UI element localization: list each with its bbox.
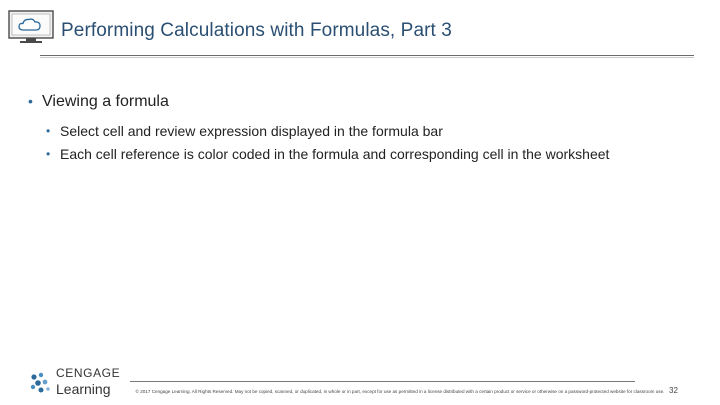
cloud-monitor-icon [8,10,54,44]
bullet-marker: • [28,93,33,109]
sub-bullet-text: Select cell and review expression displayed in the formula bar [60,123,443,139]
slide-title: Performing Calculations with Formulas, Part 3 [61,20,452,41]
cengage-logo [28,366,128,400]
sub-bullet-marker: • [46,124,51,138]
brand-name: CENGAGE [56,366,121,380]
footer-divider [130,381,635,382]
sub-bullet-item [28,121,670,141]
title-divider [40,55,694,56]
page-number: 32 [669,386,678,395]
copyright-notice: © 2017 Cengage Learning. All Rights Reserved. May not be copied, scanned, or duplicated, in whole or in part, except for use as permitted in a license distributed with a certain product or service or otherwise on a password-protected website for classroom use. [135,389,665,394]
cengage-mark-icon [28,370,54,396]
sub-bullet-marker: • [46,147,51,161]
bullet-list [28,93,678,167]
sub-bullet-item [28,144,670,164]
sub-bullet-text: Each cell reference is color coded in the formula and corresponding cell in the worksheet [60,146,610,162]
bullet-text: Viewing a formula [42,93,169,110]
bullet-item [28,93,678,111]
brand-subname: Learning [56,381,111,397]
title-divider-shadow [40,57,694,58]
